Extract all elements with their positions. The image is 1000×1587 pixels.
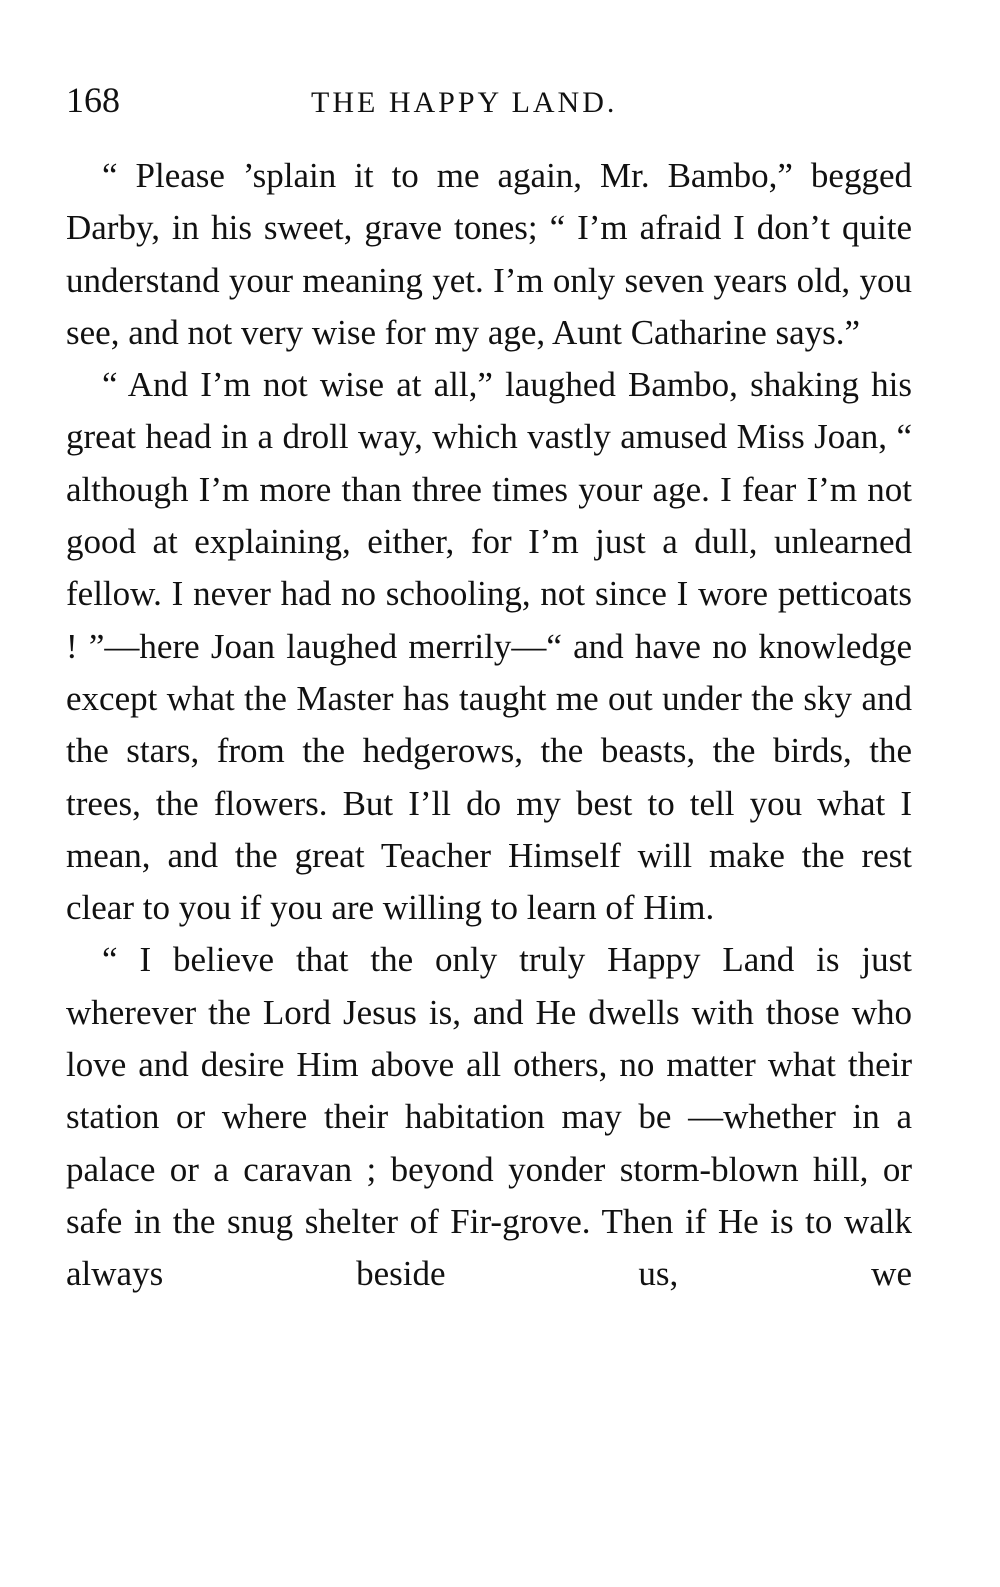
paragraph-happy-land: “ I believe that the only truly Happy Land is just wherever the Lord Jesus is, and He dwells with those who love and desire Him above all others, no matter what their station or where their habitation may be —whether in a palace or a caravan ; beyond yonder storm-blown hill, or safe in the snug shelter of Fir-grove. Then if He is to walk always beside us, we [66,940,912,1294]
paragraph-darby-request: “ Please ’splain it to me again, Mr. Bambo,” begged Darby, in his sweet, grave tones; “ I’m afraid I don’t quite understand your meaning yet. I’m only seven years old, you see, and not very wise for my age, Aunt Catharine says.” [66,156,912,352]
page-header [66,78,912,128]
body-text [66,150,912,1301]
page-number: 168 [66,80,120,120]
running-title: THE HAPPY LAND. [311,86,618,119]
paragraph-bambo-reply: “ And I’m not wise at all,” laughed Bambo, shaking his great head in a droll way, which vastly amused Miss Joan, “ although I’m more than three times your age. I fear I’m not good at explaining, either, for I’m just a dull, unlearned fellow. I never had no schooling, not since I wore petticoats ! ”—here Joan laughed merrily—“ and have no knowledge except what the Master has taught me out under the sky and the stars, from the hedgerows, the beasts, the birds, the trees, the flowers. But I’ll do my best to tell you what I mean, and the great Teacher Himself will make the rest clear to you if you are willing to learn of Him. [66,365,912,928]
